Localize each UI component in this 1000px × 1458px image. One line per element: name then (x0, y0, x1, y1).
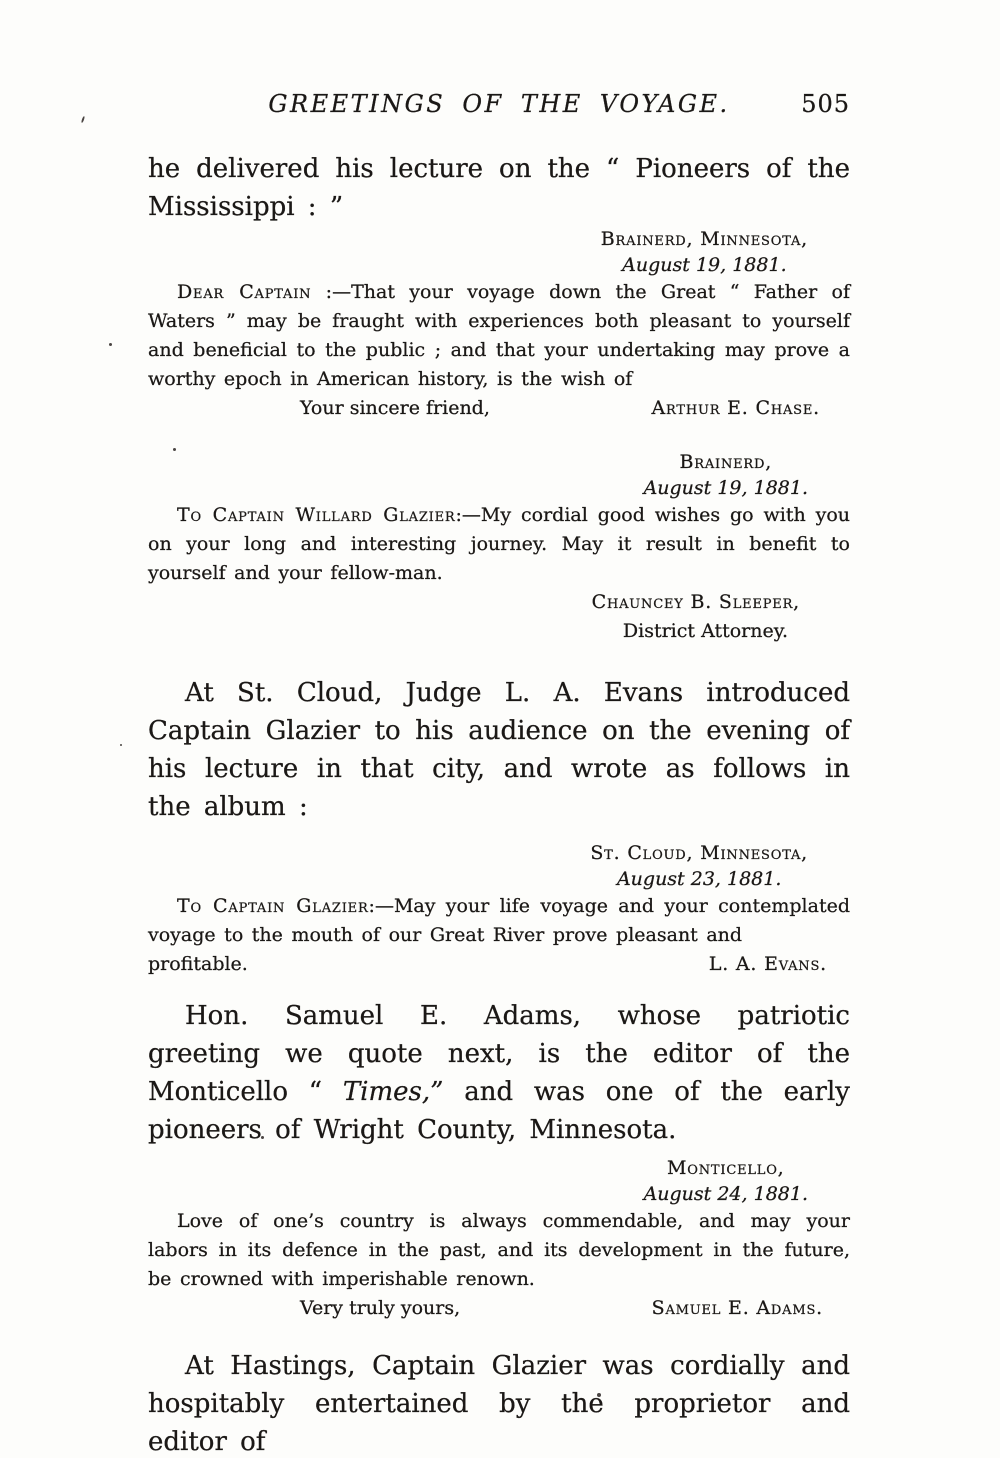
letter-last-line: profitable. (148, 953, 248, 975)
letter-signature-row (148, 1294, 850, 1323)
paragraph-hastings: At Hastings, Captain Glazier was cordially and hospitably entertained by the proprietor and editor of (148, 1351, 850, 1457)
dateline-date: August 24, 1881. (643, 1183, 808, 1205)
dateline-place: Monticello, (667, 1157, 785, 1179)
paragraph-lecture-continuation: he delivered his lecture on the “ Pioneers of the Mississippi : ” (148, 154, 850, 222)
dateline-place: Brainerd, Minnesota, (600, 228, 808, 250)
paragraph-text: Hon. Samuel E. Adams, whose patriotic greeting we quote next, is the editor of the Monticello “ (148, 1001, 850, 1107)
letter-dateline (644, 449, 808, 501)
letter-closing: Very truly yours, (300, 1297, 461, 1319)
page-title: GREETINGS OF THE VOYAGE. (268, 90, 730, 118)
letter-body (148, 278, 850, 394)
letter-signature: Samuel E. Adams. (651, 1297, 823, 1319)
letter-salutation: To Captain Willard Glazier (177, 504, 456, 526)
running-head (148, 90, 850, 120)
page-number: 505 (801, 90, 850, 118)
paragraph-st-cloud: At St. Cloud, Judge L. A. Evans introduced Captain Glazier to his audience on the evening of his lecture in that city, and wrote as follows in the album : (148, 678, 850, 822)
scan-artifact (109, 343, 112, 346)
letter-body: Love of one’s country is always commendable, and may your labors in its defence in the past, and its development in the future, be crowned with imperishable renown. (148, 1210, 850, 1290)
letter-salutation: To Captain Glazier (177, 895, 369, 917)
dateline-place: Brainerd, (679, 451, 773, 473)
letter-signature-title: District Attorney. (622, 620, 788, 642)
letter-sleeper (148, 449, 850, 646)
paragraph-adams-intro (148, 997, 850, 1149)
letter-text: :—My cordial good wishes go with you on your long and interesting journey. May it result in benefit to yourself and your fellow-man. (148, 504, 850, 584)
letter-evans (148, 840, 850, 979)
dateline-date: August 23, 1881. (616, 868, 782, 890)
page-content (148, 90, 850, 1458)
dateline-place: St. Cloud, Minnesota, (590, 842, 808, 864)
times-italic: Times,” (342, 1077, 444, 1107)
paragraph-text: and was one of the early pioneers of Wright County, Minnesota. (148, 1077, 850, 1145)
letter-signature: Chauncey B. Sleeper, (591, 591, 800, 613)
letter-dateline (590, 840, 808, 892)
scan-artifact (81, 116, 85, 123)
letter-text: :—That your voyage down the Great “ Father of Waters ” may be fraught with experiences both pleasant to yourself and beneficial to the public ; and that your undertaking may prove a worthy epoch in American history, is the wish of (148, 281, 850, 390)
letter-dateline (644, 1155, 808, 1207)
letter-text: :—May your life voyage and your contemplated voyage to the mouth of our Great River prove pleasant and (148, 895, 850, 946)
letter-body (148, 501, 850, 588)
dateline-date: August 19, 1881. (622, 254, 787, 276)
letter-signature-row (148, 950, 850, 979)
letter-signature: L. A. Evans. (708, 953, 827, 975)
letter-signature-row (148, 394, 850, 423)
letter-closing: Your sincere friend, (300, 397, 490, 419)
letter-signature: Arthur E. Chase. (651, 397, 820, 419)
letter-dateline (601, 226, 808, 278)
scan-artifact (120, 744, 122, 746)
letter-salutation: Dear Captain (177, 281, 312, 303)
letter-signature-block (148, 588, 850, 646)
letter-adams (148, 1155, 850, 1323)
dateline-date: August 19, 1881. (643, 477, 808, 499)
letter-chase (148, 226, 850, 423)
letter-body (148, 892, 850, 950)
